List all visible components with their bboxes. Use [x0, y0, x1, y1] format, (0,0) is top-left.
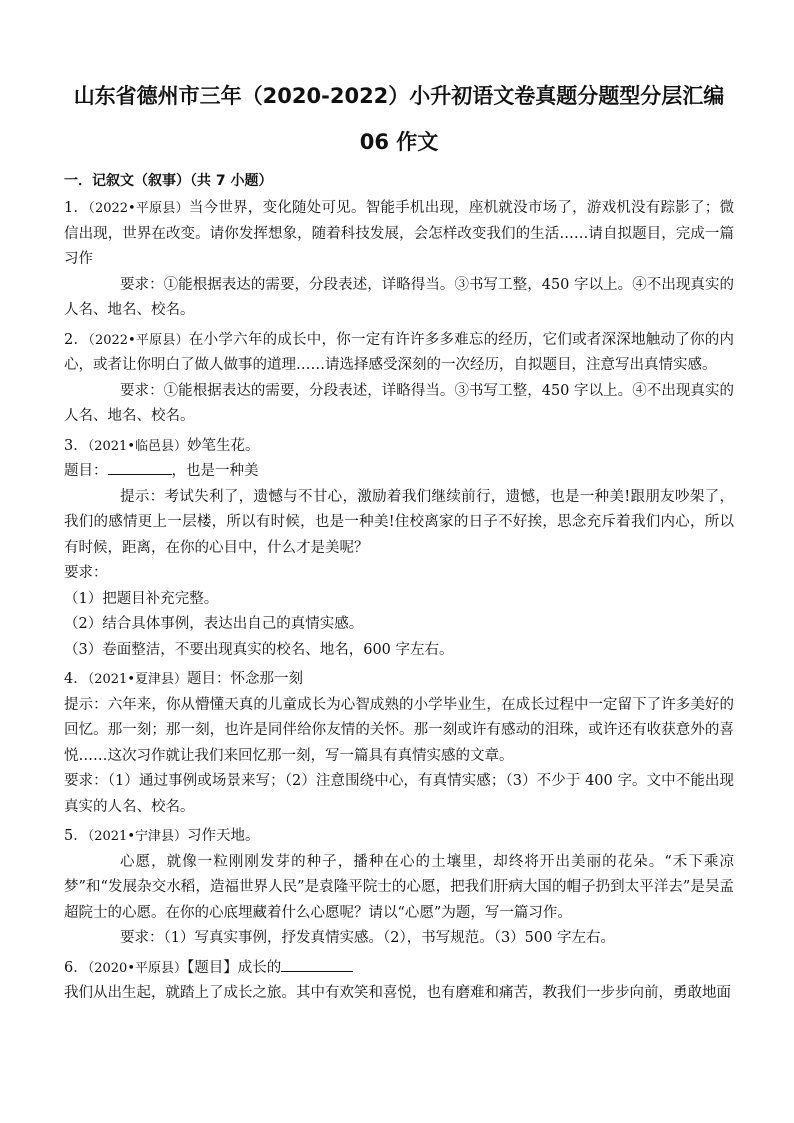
question-text: 习作天地。	[187, 828, 260, 844]
question-text: 妙笔生花。	[187, 437, 260, 454]
question-5	[64, 824, 734, 952]
question-5-stem	[64, 824, 734, 850]
question-3	[64, 434, 734, 664]
question-number: 3．	[64, 437, 88, 454]
question-5-requirements: 要求：（1）写真实事例，抒发真情实感。（2），书写规范。（3）500 字左右。	[120, 930, 615, 946]
question-6-paragraph: 我们从出生起，就踏上了成长之旅。其中有欢笑和喜悦，也有磨难和痛苦，教我们一步步向前，勇敢地面	[64, 985, 731, 1001]
question-source: （2021•临邑县）	[87, 438, 187, 454]
section-heading: 一．记叙文（叙事）（共 7 小题）	[64, 173, 273, 189]
fill-in-blank	[281, 957, 353, 972]
document-title: 山东省德州市三年（2020-2022）小升初语文卷真题分题型分层汇编	[73, 84, 725, 108]
question-text: 当今世界，变化随处可见。智能手机出现，座机就没市场了，游戏机没有踪影了；微信出现，世界在改变。请你发挥想象，随着科技发展，会怎样改变我们的生活……请自拟题目，完成一篇习作	[64, 200, 734, 267]
question-source: （2021•夏津县）	[87, 672, 187, 687]
question-source: （2022•平原县）	[88, 201, 189, 216]
question-3-req-3: （3）卷面整洁，不要出现真实的校名、地名，600 字左右。	[64, 641, 454, 658]
fill-in-blank	[108, 460, 172, 475]
question-text: 题目：怀念那一刻	[187, 671, 303, 687]
question-text: 【题目】成长的	[187, 959, 282, 976]
question-2	[64, 328, 734, 430]
question-number: 6．	[64, 959, 88, 976]
question-text: 在小学六年的成长中，你一定有许许多多难忘的经历，它们或者深深地触动了你的内心，或者让你明白了做人做事的道理……请选择感受深刻的一次经历，自拟题目，注意写出真情实感。	[64, 331, 734, 373]
question-2-requirements: 要求：①能根据表达的需要，分段表述，详略得当。③书写工整，450 字以上。④不出现真实的人名、地名、校名。	[64, 382, 734, 424]
question-1-stem	[64, 196, 734, 273]
question-2-stem	[64, 328, 734, 379]
document-subtitle: 06 作文	[359, 130, 439, 154]
question-6	[64, 956, 734, 1007]
question-3-req-2: （2）结合具体事例，表达出自己的真情实感。	[64, 616, 364, 632]
question-number: 2．	[64, 331, 89, 348]
question-number: 1．	[64, 200, 89, 216]
question-6-stem	[64, 956, 734, 982]
question-4-hint: 提示：六年来，你从懵懂天真的儿童成长为心智成熟的小学毕业生，在成长过程中一定留下了许多美好的回忆。那一刻；那一刻，也许是同伴给你友情的关怀。那一刻或许有感动的泪珠，或许还有收获意外的喜悦……这次习作就让我们来回忆那一刻，写一篇具有真情实感的文章。	[64, 696, 734, 764]
question-3-hint: 提示：考试失利了，遗憾与不甘心，激励着我们继续前行，遗憾，也是一种美!跟朋友吵架了，我们的感情更上一层楼，所以有时候，也是一种美!住校离家的日子不好挨，思念充斥着我们内心，所以有时候，距离，在你的心目中，什么才是美呢？	[64, 488, 734, 556]
question-1	[64, 196, 734, 324]
question-source: （2020•平原县）	[87, 960, 187, 976]
question-4-stem	[64, 667, 734, 693]
question-4	[64, 667, 734, 820]
question-source: （2022•平原县）	[88, 332, 189, 348]
question-1-requirements: 要求：①能根据表达的需要，分段表述，详略得当。③书写工整，450 字以上。④不出现真实的人名、地名、校名。	[64, 276, 734, 318]
question-4-requirements: 要求：（1）通过事例或场景来写；（2）注意围绕中心，有真情实感；（3）不少于 400 字。文中不能出现真实的人名、校名。	[64, 773, 734, 815]
question-number: 4．	[64, 671, 88, 687]
question-3-req-label: 要求：	[64, 565, 108, 581]
question-3-stem	[64, 434, 734, 460]
question-3-topic: 题目： ，也是一种美	[64, 459, 734, 485]
question-3-req-1: （1）把题目补充完整。	[64, 590, 219, 607]
question-source: （2021•宁津县）	[87, 829, 187, 844]
question-number: 5．	[64, 828, 88, 844]
question-5-paragraph: 心愿，就像一粒刚刚发芽的种子，播种在心的土壤里，却终将开出美丽的花朵。“禾下乘凉梦”和“发展杂交水稻，造福世界人民”是袁隆平院士的心愿，把我们肝病大国的帽子扔到太平洋去”是吴孟超院士的心愿。在你的心底埋藏着什么心愿呢？请以“心愿”为题，写一篇习作。	[64, 853, 734, 921]
